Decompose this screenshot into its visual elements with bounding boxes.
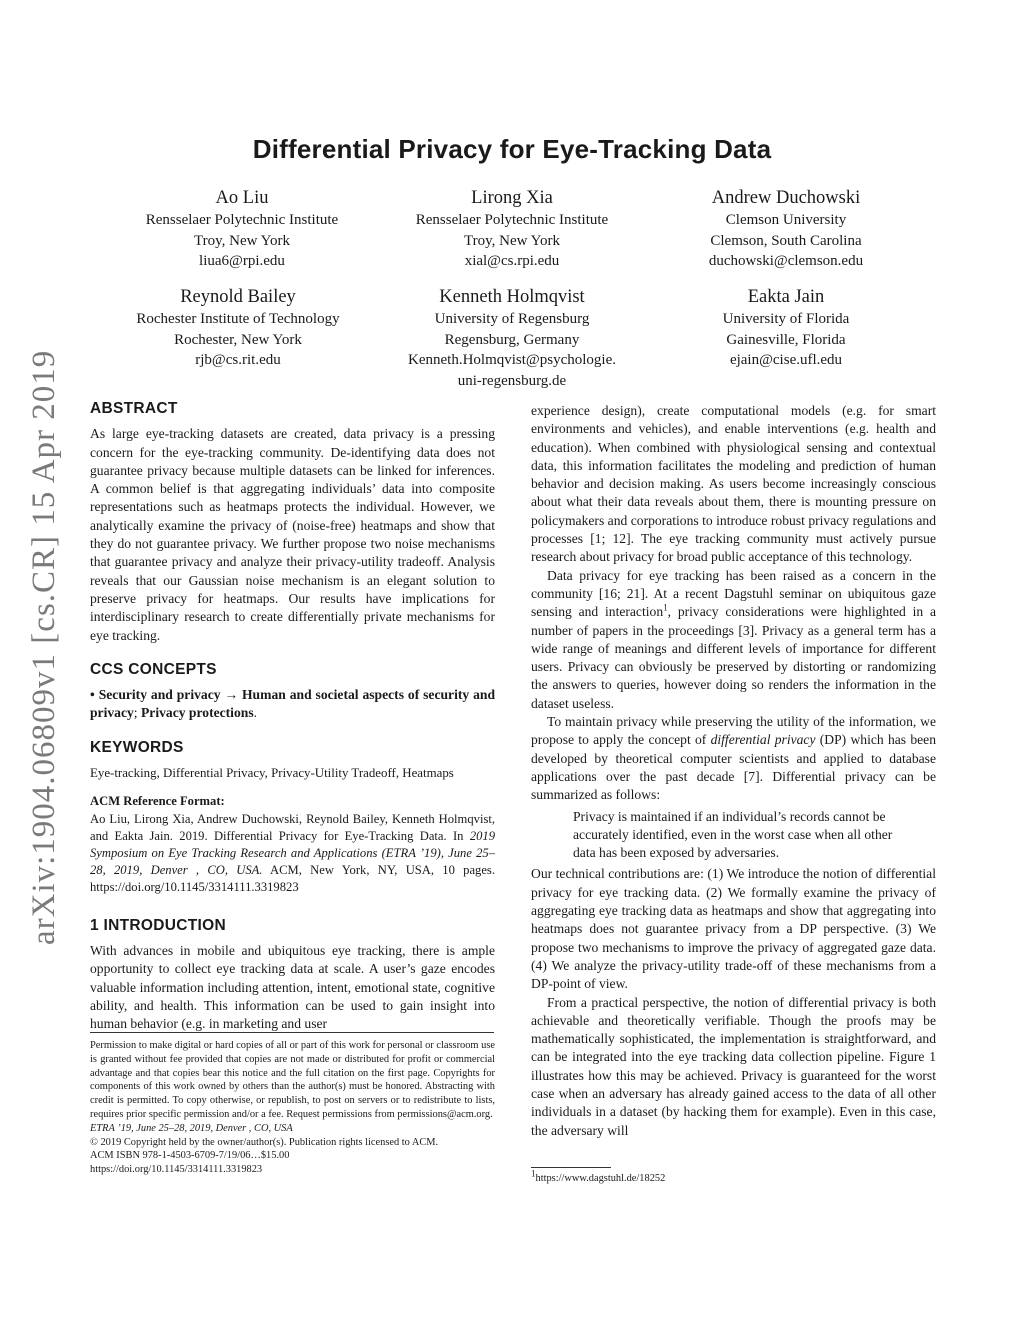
ccs-concepts: [90, 686, 495, 723]
author-block: [362, 186, 662, 272]
author-block: [636, 285, 936, 371]
author-email[interactable]: xial@cs.rpi.edu: [464, 253, 560, 269]
ccs-heading: CCS CONCEPTS: [90, 660, 217, 678]
author-email[interactable]: liua6@rpi.edu: [199, 253, 285, 269]
author-location: Troy, New York: [194, 232, 290, 249]
intro-paragraph-3: [531, 713, 936, 804]
intro-paragraph-1: With advances in mobile and ubiquitous eye tracking, there is ample opportunity to collect eye tracking data at scale. A user’s gaze encodes valuable information including attention, intent, emotional state, cognitive ability, and health. This information can be used to gain insight into human behavior (e.g. in marketing and user: [90, 942, 495, 1032]
ccs-concept-3: Privacy protections: [140, 705, 254, 721]
author-name: Kenneth Holmqvist: [439, 287, 585, 307]
ccs-end: .: [253, 705, 258, 721]
acm-reference-text: [90, 811, 495, 897]
author-email[interactable]: Kenneth.Holmqvist@psychologie.: [408, 352, 616, 368]
acm-reference: [90, 792, 495, 896]
author-affiliation: Clemson University: [725, 212, 847, 228]
p2-part-b: , privacy considerations were highlighted in a number of papers in the proceedings [3]. Privacy as a general term has a wide range of meanings and different levels of importance for different users. Privacy can obviously be preserved by distorting or randomizing the answers to queries, however doing so renders the information in the dataset useless.: [531, 604, 936, 711]
reference-post: ACM, New York, NY, USA, 10 pages. https://doi.org/10.1145/3314111.3319823: [90, 863, 495, 895]
author-block: [636, 186, 936, 272]
author-email[interactable]: rjb@cs.rit.edu: [195, 352, 281, 368]
permission-block: [90, 1039, 495, 1177]
reference-venue: 2019 Symposium on Eye Tracking Research and Applications (ETRA ’19), June 25–28, 2019, Denver , CO, USA.: [90, 828, 495, 878]
author-name: Ao Liu: [215, 188, 269, 208]
author-email[interactable]: ejain@cise.ufl.edu: [729, 352, 843, 368]
author-name: Eakta Jain: [747, 287, 825, 307]
author-name: Lirong Xia: [471, 188, 553, 208]
footnote-number: 1: [531, 1168, 536, 1179]
intro-heading: 1 INTRODUCTION: [90, 916, 226, 934]
intro-paragraph-2: [531, 567, 936, 713]
keywords-heading: KEYWORDS: [90, 738, 184, 756]
abstract-text: As large eye-tracking datasets are created, data privacy is a pressing concern for the eye-tracking community. De-identifying data does not guarantee privacy because multiple datasets can be linked for inferences. A common belief is that aggregating individuals’ data into composite representations such as heatmaps protects the individual. However, we analytically examine the privacy of (noise-free) heatmaps and show that they do not guarantee privacy. We further propose two noise mechanisms that guarantee privacy and analyze their privacy-utility tradeoff. Analysis reveals that our Gaussian noise mechanism is an elegant solution to preserve privacy for heatmaps. Our results have implications for interdisciplinary research to create differentially private mechanisms for eye tracking.: [90, 426, 495, 643]
right-column: [531, 402, 936, 1140]
author-name: Reynold Bailey: [180, 287, 296, 307]
author-block: [88, 285, 388, 371]
author-affiliation: Rochester Institute of Technology: [136, 311, 340, 327]
permission-venue: [90, 1122, 495, 1136]
author-affiliation: Rensselaer Polytechnic Institute: [415, 212, 609, 228]
permission-copyright: © 2019 Copyright held by the owner/author(s). Publication rights licensed to ACM.: [90, 1136, 439, 1148]
permission-doi[interactable]: https://doi.org/10.1145/3314111.3319823: [90, 1164, 263, 1176]
reference-pre: Ao Liu, Lirong Xia, Andrew Duchowski, Reynold Bailey, Kenneth Holmqvist, and Eakta Jain. 2019. Differential Privacy for Eye-Tracking Data. In: [90, 811, 495, 843]
author-block: [92, 186, 392, 272]
footnote-mark[interactable]: 1: [663, 602, 668, 613]
p3-part-b: (DP) which has been developed by theoretical computer scientists and applied to database applications over the past decade [7]. Differential privacy can be summarized as follows:: [531, 732, 936, 803]
author-name: Andrew Duchowski: [711, 188, 861, 208]
author-location: Rochester, New York: [174, 331, 302, 348]
p2-part-a: Data privacy for eye tracking has been raised as a concern in the community [16; 21]. At a recent Dagstuhl seminar on ubiquitous gaze sensing and interaction: [531, 567, 936, 620]
author-location: Troy, New York: [464, 232, 560, 249]
p3-part-a: To maintain privacy while preserving the utility of the information, we propose to apply the concept of: [531, 714, 936, 748]
ccs-separator: ;: [133, 705, 138, 721]
intro-paragraph-4: Our technical contributions are: (1) We introduce the notion of differential privacy for eye tracking data. (2) We formally examine the privacy of aggregating eye tracking data as heatmaps and show that aggregating into heatmaps does not guarantee privacy from a DP perspective. (3) We propose two mechanisms to improve the privacy of aggregated gaze data. (4) We analyze the privacy-utility trade-off of these mechanisms from a DP-point of view.: [531, 866, 936, 992]
author-email-cont[interactable]: uni-regensburg.de: [457, 372, 567, 389]
ccs-concept-2: Human and societal aspects of security and privacy: [90, 687, 496, 721]
ccs-arrow: →: [224, 687, 239, 703]
author-email[interactable]: duchowski@clemson.edu: [708, 253, 864, 269]
footnote-rule: [90, 1032, 494, 1033]
author-affiliation: Rensselaer Polytechnic Institute: [145, 212, 339, 228]
author-affiliation: University of Regensburg: [434, 311, 590, 327]
author-affiliation: University of Florida: [722, 311, 850, 327]
footnote-rule-right: [531, 1167, 611, 1168]
permission-isbn: ACM ISBN 978-1-4503-6709-7/19/06…$15.00: [90, 1150, 290, 1162]
keywords-text: Eye-tracking, Differential Privacy, Privacy-Utility Tradeoff, Heatmaps: [90, 766, 454, 781]
paper-title: Differential Privacy for Eye-Tracking Data: [252, 134, 772, 164]
author-location: Gainesville, Florida: [726, 331, 846, 348]
intro-paragraph-1-cont: experience design), create computational models (e.g. for smart environments and vehicles), and enable interventions (e.g. health and education). When combined with physiological sensing and contextual data, this information facilitates the modeling and prediction of human behavior and decision making. As users become increasingly conscious about what their data reveals about them, there is mounting pressure on policymakers and corporations to introduce robust privacy regulations and processes [1; 12]. The eye tracking community must actively pursue research about privacy for broad public acceptance of this technology.: [531, 403, 936, 565]
author-location: Clemson, South Carolina: [710, 232, 862, 249]
footnote: [531, 1168, 831, 1186]
p3-emphasis: differential privacy: [710, 732, 816, 748]
acm-reference-heading: ACM Reference Format:: [90, 794, 225, 809]
permission-text: Permission to make digital or hard copies of all or part of this work for personal or classroom use is granted without fee provided that copies are not made or distributed for profit or commercial advantage and that copies bear this notice and the full citation on the first page. Copyrights for components of this work owned by others than the author(s) must be honored. Abstracting with credit is permitted. To copy otherwise, or republish, to post on servers or to redistribute to lists, requires prior specific permission and/or a fee. Request permissions from permissions@acm.org.: [90, 1040, 495, 1120]
author-location: Regensburg, Germany: [444, 331, 580, 348]
ccs-bullet: •: [90, 687, 95, 703]
author-block: [362, 285, 662, 391]
arxiv-stamp: arXiv:1904.06809v1 [cs.CR] 15 Apr 2019: [26, 349, 62, 945]
intro-paragraph-5: From a practical perspective, the notion of differential privacy is both achievable and theoretically verifiable. Though the proofs may be mathematically sophisticated, the implementation is straightforward, and can be integrated into the eye tracking data collection pipeline. Figure 1 illustrates how this may be achieved. Privacy is guaranteed for the worst case when an adversary has already gained access to the data of all other individuals in a dataset (by hacking them for example). Even in this case, the adversary will: [531, 994, 936, 1138]
ccs-concept-1: Security and privacy: [98, 687, 221, 703]
left-column: [90, 400, 495, 1033]
permission-venue-text: ETRA ’19, June 25–28, 2019, Denver , CO, USA: [90, 1122, 293, 1134]
footnote-url[interactable]: https://www.dagstuhl.de/18252: [535, 1173, 666, 1184]
dp-definition-quote: Privacy is maintained if an individual’s records cannot be accurately identified, even in the worst case when all other data has been exposed by adversaries.: [573, 808, 893, 861]
abstract-heading: ABSTRACT: [90, 400, 178, 417]
